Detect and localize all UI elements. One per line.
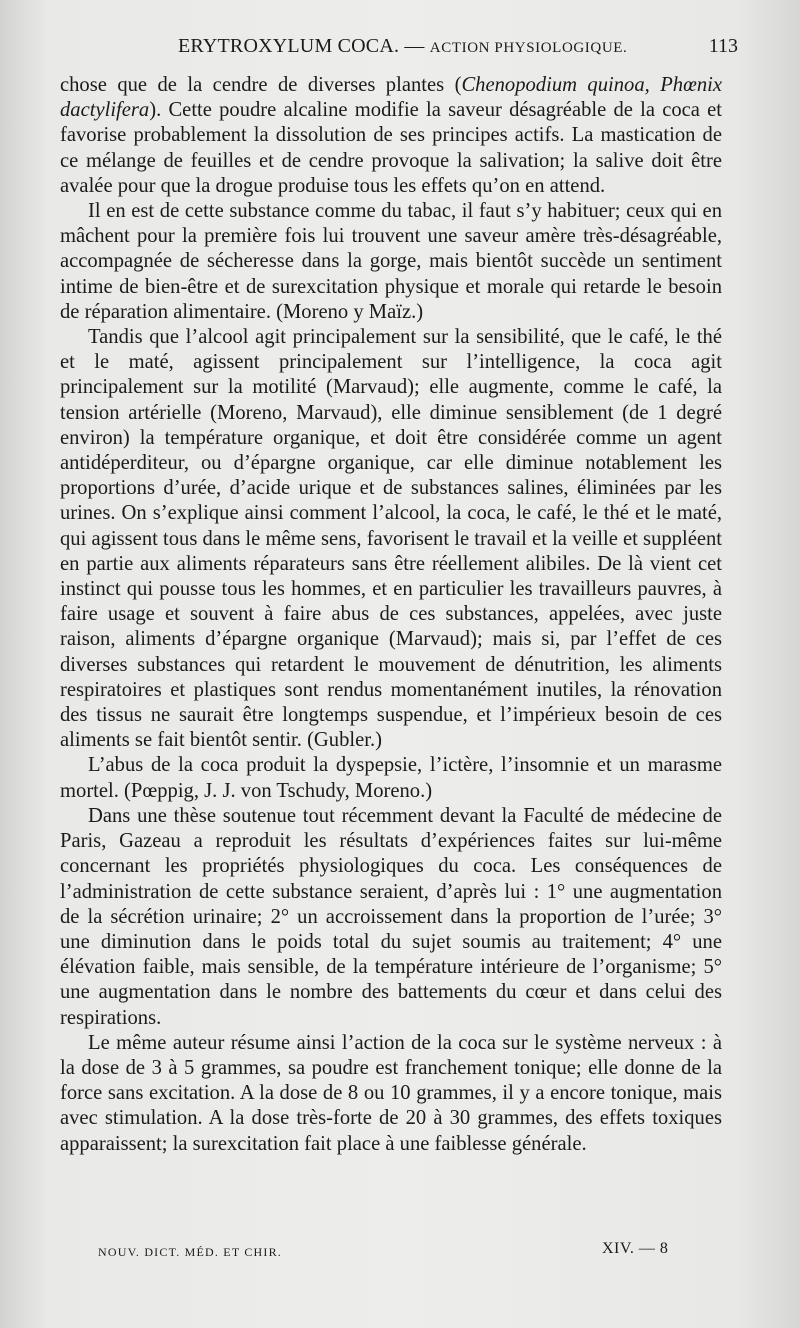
- body-text: [60, 73, 722, 1157]
- footer-sheet-mark: XIV. — 8: [602, 1240, 669, 1257]
- paragraph-1: [60, 73, 722, 199]
- paragraph-1-before: chose que de la cendre de diverses plantes (: [60, 74, 462, 96]
- page-footer: [0, 1240, 800, 1264]
- paragraph-2: Il en est de cette substance comme du tabac, il faut s’y habituer; ceux qui en mâchent pour la première fois lui trouvent une saveur amère très-désagréable, accompagnée de sécheresse dans la gorge, mais bientôt succède un sentiment intime de bien-être et de surexcitation physique et morale qui retarde le besoin de réparation alimentaire. (Moreno y Maïz.): [60, 200, 722, 323]
- running-title: [178, 35, 627, 58]
- running-title-sub: ACTION PHYSIOLOGIQUE.: [429, 40, 628, 56]
- paragraph-1-after: ). Cette poudre alcaline modifie la saveur désagréable de la coca et favorise probablement la dissolution de ses principes actifs. La mastication de ce mélange de feuilles et de cendre provoque la salivation; la salive doit être avalée pour que la drogue produise tous les effets qu’on en attend.: [60, 99, 722, 197]
- paragraph-1-italic: Chenopodium quinoa, Phœnix dactylifera: [60, 74, 722, 122]
- paragraph-3: Tandis que l’alcool agit principalement sur la sensibilité, que le café, le thé et le maté, agissent principalement sur l’intelligence, la coca agit principalement sur la motilité (Marvaud); elle augmente, comme le café, la tension artérielle (Moreno, Marvaud), elle diminue sensiblement (de 1 degré environ) la température organique, et doit être considérée comme un agent antidéperditeur, ou d’épargne organique, car elle diminue notablement les proportions d’urée, d’acide urique et de substances salines, éliminées par les urines. On s’explique ainsi comment l’alcool, la coca, le café, le thé et le maté, qui agissent tous dans le même sens, favorisent le travail et la veille et suppléent en partie aux aliments réparateurs sans être réellement alibiles. De là vient cet instinct qui pousse tous les hommes, et en particulier les travailleurs pauvres, à faire usage et souvent à faire abus de ces substances, appelées, avec juste raison, aliments d’épargne organique (Marvaud); mais si, par l’effet de ces diverses substances qui retardent le mouvement de dénutrition, les aliments respiratoires et plastiques sont rendus momentanément inutiles, la rénovation des tissus ne saurait être longtemps suspendue, et l’impérieux besoin de ces aliments se fait bientôt sentir. (Gubler.): [60, 326, 722, 752]
- paragraph-6: Le même auteur résume ainsi l’action de la coca sur le système nerveux : à la dose de 3 à 5 grammes, sa poudre est franchement tonique; elle donne de la force sans excitation. A la dose de 8 ou 10 grammes, il y a encore tonique, mais avec stimulation. A la dose très-forte de 20 à 30 grammes, des effets toxiques apparaissent; la surexcitation fait place à une faiblesse générale.: [60, 1031, 722, 1155]
- paragraph-5: Dans une thèse soutenue tout récemment devant la Faculté de médecine de Paris, Gazeau a reproduit les résultats d’expériences faites sur lui-même concernant les propriétés physiologiques du coca. Les conséquences de l’administration de cette substance seraient, d’après lui : 1° une augmentation de la sécrétion urinaire; 2° un accroissement dans la proportion de l’urée; 3° une diminution dans le poids total du sujet soumis au traitement; 4° une élévation faible, mais sensible, de la température intérieure de l’organisme; 5° une augmentation dans le nombre des battements du cœur et dans celui des respirations.: [60, 804, 722, 1029]
- page-number: 113: [708, 35, 738, 57]
- footer-signature: NOUV. DICT. MÉD. ET CHIR.: [98, 1245, 283, 1259]
- paragraph-4: L’abus de la coca produit la dyspepsie, l’ictère, l’insomnie et un marasme mortel. (Pœppig, J. J. von Tschudy, Moreno.): [60, 754, 722, 802]
- running-title-main: ERYTROXYLUM COCA. —: [178, 35, 425, 57]
- running-head: [0, 35, 800, 61]
